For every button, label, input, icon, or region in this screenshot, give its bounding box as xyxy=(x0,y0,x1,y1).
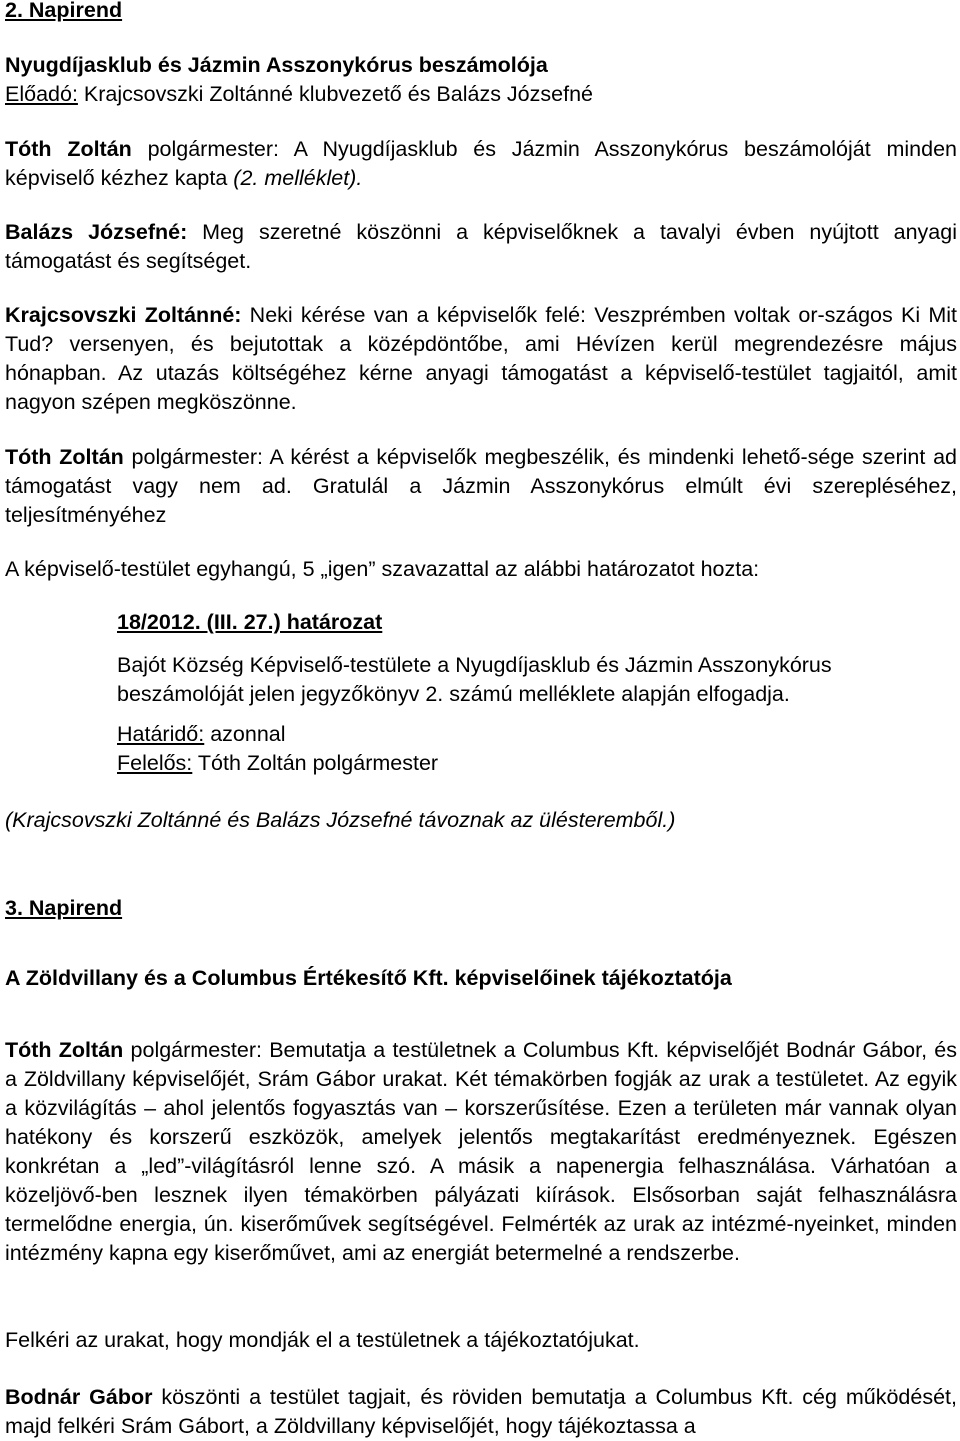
speaker-name: Tóth Zoltán xyxy=(5,137,132,161)
speaker-name: Tóth Zoltán xyxy=(5,445,124,469)
deadline-value: azonnal xyxy=(204,722,286,746)
paragraph-text: köszönti a testület tagjait, és röviden bemutatja a Columbus Kft. cég működését, majd felkéri Srám Gábort, a Zöldvillany képviselőjét, hogy tájékoztassa a xyxy=(5,1385,957,1438)
presenter-label: Előadó: xyxy=(5,82,78,106)
paragraph-text: polgármester: A Nyugdíjasklub és Jázmin Asszonykórus beszámolóját minden képviselő kézhez kapta xyxy=(5,137,957,190)
request-line: Felkéri az urakat, hogy mondják el a testületnek a tájékoztatójukat. xyxy=(5,1328,640,1352)
section-3-heading: 3. Napirend xyxy=(5,896,123,920)
paragraph-text: Neki kérése van a képviselők felé: Veszprémben voltak or-szágos Ki Mit Tud? versenyen, és bejutottak a középdöntőbe, ami Hévízen kerül megrendezésre május hónapban. Az utazás költségéhez kérne anyagi támogatást a képviselő-testület tagjaitól, amit nagyon szépen megköszönne. xyxy=(5,303,958,414)
resolution-title: 18/2012. (III. 27.) határozat xyxy=(117,610,383,634)
paragraph-toth-1 xyxy=(5,135,957,193)
section-3-title: A Zöldvillany és a Columbus Értékesítő Kft. képviselőinek tájékoztatója xyxy=(5,966,732,990)
paragraph-bodnar xyxy=(5,1383,957,1441)
paragraph-text: Meg szeretné köszönni a képviselőknek a tavalyi évben nyújtott anyagi támogatást és segítséget. xyxy=(5,220,957,273)
paragraph-text: polgármester: Bemutatja a testületnek a Columbus Kft. képviselőjét Bodnár Gábor, és a Zöldvillany képviselőjét, Srám Gábor urakat. Két témakörben fogják az urak a testületet. Az egyik a közvilágítás – ahol jelentős fogyasztás van – korszerűsítése. Ezen a területen már vannak olyan hatékony és korszerű eszközök, amelyek jelentős megtakarítást eredményeznek. Egészen konkrétan a „led”-világításról lenne szó. A másik a napenergia felhasználása. Várhatóan a közeljövő-ben lesznek ilyen témakörben pályázati kiírások. Elsősorban saját felhasználásra termelődne energia, ún. kiserőművek segítségével. Felmérték az urak az intézmé-nyeinket, minden intézmény kapna egy kiserőművet, ami az energiát betermelné a rendszerbe. xyxy=(5,1038,957,1265)
paragraph-toth-3 xyxy=(5,1036,957,1268)
responsible-line xyxy=(5,749,438,778)
responsible-label: Felelős: xyxy=(117,751,193,775)
paragraph-balazs xyxy=(5,218,957,276)
paragraph-toth-2 xyxy=(5,443,957,530)
deadline-line xyxy=(5,720,286,749)
speaker-name: Bodnár Gábor xyxy=(5,1385,153,1409)
section-2-heading: 2. Napirend xyxy=(5,0,123,22)
paragraph-text: polgármester: A kérést a képviselők megbeszélik, és mindenki lehető-sége szerint ad támogatást vagy nem ad. Gratulál a Jázmin Asszonykórus elmúlt évi szerepléséhez, teljesítményéhez xyxy=(5,445,957,527)
section-2-title: Nyugdíjasklub és Jázmin Asszonykórus beszámolója xyxy=(5,53,548,77)
deadline-label: Határidő: xyxy=(117,722,205,746)
speaker-name: Krajcsovszki Zoltánné: xyxy=(5,303,242,327)
departure-note: (Krajcsovszki Zoltánné és Balázs Józsefné távoznak az ülésteremből.) xyxy=(5,808,676,832)
presenter-line xyxy=(5,80,593,109)
resolution-text: Bajót Község Képviselő-testülete a Nyugdíjasklub és Jázmin Asszonykórus beszámolóját jelen jegyzőkönyv 2. számú melléklete alapján elfogadja. xyxy=(117,653,832,706)
responsible-value: Tóth Zoltán polgármester xyxy=(192,751,439,775)
presenter-text: Krajcsovszki Zoltánné klubvezető és Balázs Józsefné xyxy=(77,82,593,106)
paragraph-krajcsovszki xyxy=(5,301,957,417)
speaker-name: Tóth Zoltán xyxy=(5,1038,124,1062)
speaker-name: Balázs Józsefné: xyxy=(5,220,188,244)
attachment-ref: (2. melléklet). xyxy=(233,166,363,190)
vote-statement: A képviselő-testület egyhangú, 5 „igen” szavazattal az alábbi határozatot hozta: xyxy=(5,557,760,581)
